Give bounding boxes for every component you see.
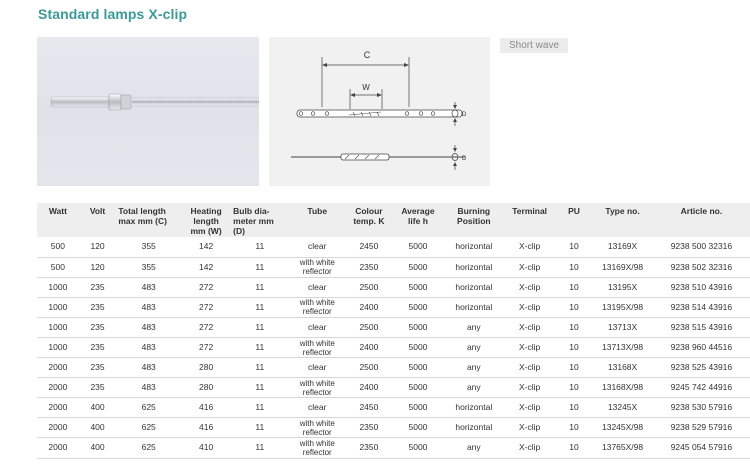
table-cell: 9238 515 43916 <box>653 317 750 337</box>
table-cell: 10 <box>556 337 593 357</box>
table-cell: 272 <box>181 337 231 357</box>
table-cell: 2000 <box>37 418 79 438</box>
table-cell <box>289 418 346 438</box>
table-cell: 2000 <box>37 378 79 398</box>
table-cell <box>289 398 346 418</box>
column-header-text: Bulb dia- <box>233 206 270 216</box>
table-cell <box>289 358 346 378</box>
table-cell: X-clip <box>504 398 556 418</box>
table-cell: 9238 500 32316 <box>653 237 750 257</box>
spec-table <box>37 203 750 459</box>
table-cell: horizontal <box>444 277 504 297</box>
column-header <box>504 203 556 237</box>
table-cell: 625 <box>116 398 181 418</box>
column-header-text: Average <box>401 206 435 216</box>
table-cell: 13245X/98 <box>592 418 653 438</box>
column-header-text: Type no. <box>605 206 640 216</box>
table-cell: 120 <box>79 257 117 277</box>
table-cell: 13169X/98 <box>592 257 653 277</box>
table-cell: horizontal <box>444 418 504 438</box>
table-cell: 483 <box>116 297 181 317</box>
table-cell: 9245 742 44916 <box>653 378 750 398</box>
table-row <box>37 317 750 337</box>
table-cell: 2350 <box>346 418 392 438</box>
table-cell: 500 <box>37 237 79 257</box>
table-cell: 2350 <box>346 257 392 277</box>
table-cell: 235 <box>79 337 117 357</box>
table-row <box>37 418 750 438</box>
column-header-text: Heating <box>190 206 222 216</box>
cell-text: reflector <box>302 307 332 317</box>
column-header <box>392 203 444 237</box>
table-cell: 9238 530 57916 <box>653 398 750 418</box>
spec-table-header <box>37 203 750 237</box>
table-cell <box>289 337 346 357</box>
table-cell <box>289 277 346 297</box>
column-header-text: mm (W) <box>190 226 222 236</box>
table-cell: 13713X/98 <box>592 337 653 357</box>
table-cell: horizontal <box>444 257 504 277</box>
column-header-text: PU <box>568 206 580 216</box>
table-cell: X-clip <box>504 257 556 277</box>
table-cell: 11 <box>231 317 288 337</box>
table-cell: 2000 <box>37 358 79 378</box>
table-cell: 13168X <box>592 358 653 378</box>
wave-type-badge: Short wave <box>500 38 568 53</box>
table-cell: X-clip <box>504 418 556 438</box>
table-cell: 235 <box>79 277 117 297</box>
column-header <box>653 203 750 237</box>
table-cell: X-clip <box>504 317 556 337</box>
column-header-text: (D) <box>233 226 245 236</box>
table-cell: 5000 <box>392 337 444 357</box>
table-cell: 10 <box>556 297 593 317</box>
table-cell: X-clip <box>504 337 556 357</box>
cell-text: reflector <box>302 427 332 437</box>
table-cell: 120 <box>79 237 117 257</box>
table-cell: 11 <box>231 398 288 418</box>
table-cell: X-clip <box>504 237 556 257</box>
table-row <box>37 358 750 378</box>
table-cell: 11 <box>231 438 288 458</box>
cell-text: with white <box>299 298 335 308</box>
table-cell <box>289 438 346 458</box>
table-cell: 483 <box>116 358 181 378</box>
table-cell: 11 <box>231 418 288 438</box>
table-cell: 5000 <box>392 317 444 337</box>
table-row <box>37 398 750 418</box>
table-cell: 9238 510 43916 <box>653 277 750 297</box>
cell-text: reflector <box>302 387 332 397</box>
table-cell: 13765X/98 <box>592 438 653 458</box>
table-cell: X-clip <box>504 277 556 297</box>
table-cell: any <box>444 438 504 458</box>
table-cell: 355 <box>116 257 181 277</box>
table-cell: 483 <box>116 378 181 398</box>
table-cell: 10 <box>556 257 593 277</box>
table-cell: any <box>444 317 504 337</box>
cell-text: reflector <box>302 347 332 357</box>
cell-text: clear <box>308 321 327 332</box>
table-cell: 9238 960 44516 <box>653 337 750 357</box>
table-cell: 5000 <box>392 277 444 297</box>
column-header <box>289 203 346 237</box>
column-header-text: Burning <box>457 206 491 216</box>
table-cell: 13713X <box>592 317 653 337</box>
cell-text: with white <box>299 378 335 388</box>
page-title: Standard lamps X-clip <box>38 6 188 22</box>
table-cell: 10 <box>556 398 593 418</box>
table-cell: horizontal <box>444 297 504 317</box>
table-cell: 235 <box>79 378 117 398</box>
cell-text: reflector <box>302 267 332 277</box>
table-cell: 235 <box>79 297 117 317</box>
table-cell: 10 <box>556 418 593 438</box>
table-cell: 11 <box>231 378 288 398</box>
table-row <box>37 438 750 458</box>
table-cell: 5000 <box>392 297 444 317</box>
table-cell: 2350 <box>346 438 392 458</box>
label-d-top: D <box>462 112 467 118</box>
column-header <box>592 203 653 237</box>
table-cell: 272 <box>181 297 231 317</box>
table-cell: 2000 <box>37 438 79 458</box>
cell-text: reflector <box>302 447 332 457</box>
table-cell: 2400 <box>346 297 392 317</box>
header-row <box>37 203 750 237</box>
table-cell: 483 <box>116 317 181 337</box>
table-cell: 13169X <box>592 237 653 257</box>
table-cell: 2450 <box>346 237 392 257</box>
column-header-text: Position <box>457 216 491 226</box>
cell-text: with white <box>299 338 335 348</box>
column-header <box>37 203 79 237</box>
table-cell: 1000 <box>37 337 79 357</box>
table-cell: 416 <box>181 418 231 438</box>
table-cell: 5000 <box>392 438 444 458</box>
table-row <box>37 257 750 277</box>
table-cell: 280 <box>181 378 231 398</box>
table-cell: 483 <box>116 277 181 297</box>
table-cell: 5000 <box>392 237 444 257</box>
table-cell: X-clip <box>504 358 556 378</box>
table-cell: 2400 <box>346 337 392 357</box>
column-header <box>116 203 181 237</box>
table-cell: any <box>444 378 504 398</box>
cell-text: clear <box>308 402 327 413</box>
column-header <box>444 203 504 237</box>
table-cell <box>289 257 346 277</box>
table-cell: 11 <box>231 358 288 378</box>
column-header <box>79 203 117 237</box>
column-header-text: Colour <box>355 206 383 216</box>
table-cell: 11 <box>231 277 288 297</box>
table-cell: 9238 529 57916 <box>653 418 750 438</box>
column-header-text: temp. K <box>353 216 385 226</box>
table-cell: 500 <box>37 257 79 277</box>
table-cell: 483 <box>116 337 181 357</box>
column-header-text: length <box>193 216 219 226</box>
table-cell: any <box>444 358 504 378</box>
table-cell: 272 <box>181 317 231 337</box>
column-header-text: Tube <box>307 206 328 216</box>
lamp-photo <box>37 37 259 186</box>
spec-table-body <box>37 237 750 458</box>
table-cell: 11 <box>231 297 288 317</box>
table-cell: 10 <box>556 237 593 257</box>
table-cell: 400 <box>79 438 117 458</box>
table-cell: 400 <box>79 398 117 418</box>
table-cell <box>289 297 346 317</box>
table-row <box>37 237 750 257</box>
column-header <box>346 203 392 237</box>
table-cell: 10 <box>556 317 593 337</box>
table-cell: 235 <box>79 317 117 337</box>
column-header-text: Volt <box>89 206 106 216</box>
table-cell: 10 <box>556 277 593 297</box>
table-cell: 11 <box>231 257 288 277</box>
table-cell: 10 <box>556 378 593 398</box>
table-cell: 2500 <box>346 277 392 297</box>
column-header-text: meter mm <box>233 216 274 226</box>
table-cell: 9238 502 32316 <box>653 257 750 277</box>
table-cell: X-clip <box>504 378 556 398</box>
table-row <box>37 277 750 297</box>
column-header-text: Watt <box>48 206 67 216</box>
table-cell: 1000 <box>37 297 79 317</box>
table-cell <box>289 237 346 257</box>
cell-text: clear <box>308 241 327 252</box>
table-cell: any <box>444 337 504 357</box>
table-cell: 11 <box>231 337 288 357</box>
table-cell: 355 <box>116 237 181 257</box>
table-row <box>37 378 750 398</box>
table-cell: 5000 <box>392 378 444 398</box>
column-header-text: Article no. <box>680 206 723 216</box>
table-cell: 1000 <box>37 277 79 297</box>
table-cell: 13195X/98 <box>592 297 653 317</box>
table-cell: 625 <box>116 418 181 438</box>
column-header <box>181 203 231 237</box>
table-cell: 9245 054 57916 <box>653 438 750 458</box>
dimension-drawing <box>269 37 490 186</box>
column-header-text: Total length <box>118 206 166 216</box>
table-cell: 2500 <box>346 358 392 378</box>
table-cell <box>289 378 346 398</box>
table-row <box>37 337 750 357</box>
table-cell: 410 <box>181 438 231 458</box>
table-cell: 2000 <box>37 398 79 418</box>
label-d-side: D <box>462 156 467 162</box>
label-c: C <box>363 50 371 60</box>
table-cell: 142 <box>181 257 231 277</box>
column-header-text: life h <box>408 216 428 226</box>
table-cell: 625 <box>116 438 181 458</box>
table-cell: 5000 <box>392 398 444 418</box>
column-header-text: max mm (C) <box>118 216 167 226</box>
table-cell: 280 <box>181 358 231 378</box>
table-cell: 13168X/98 <box>592 378 653 398</box>
table-cell: 2500 <box>346 317 392 337</box>
table-cell: 9238 514 43916 <box>653 297 750 317</box>
label-w: W <box>362 83 370 92</box>
table-cell: 235 <box>79 358 117 378</box>
column-header <box>231 203 288 237</box>
table-cell: 5000 <box>392 418 444 438</box>
table-cell: 9238 525 43916 <box>653 358 750 378</box>
table-row <box>37 297 750 317</box>
table-cell: horizontal <box>444 398 504 418</box>
table-cell: 2400 <box>346 378 392 398</box>
cell-text: with white <box>299 438 335 448</box>
table-cell: 5000 <box>392 358 444 378</box>
table-cell: 1000 <box>37 317 79 337</box>
table-cell: 11 <box>231 237 288 257</box>
table-cell: 272 <box>181 277 231 297</box>
table-cell: 400 <box>79 418 117 438</box>
column-header-text: Terminal <box>512 206 548 216</box>
cell-text: with white <box>299 258 335 268</box>
cell-text: clear <box>308 281 327 292</box>
cell-text: with white <box>299 418 335 428</box>
table-cell: 5000 <box>392 257 444 277</box>
table-cell: horizontal <box>444 237 504 257</box>
table-cell: X-clip <box>504 297 556 317</box>
table-cell <box>289 317 346 337</box>
table-cell: 10 <box>556 358 593 378</box>
table-cell: X-clip <box>504 438 556 458</box>
cell-text: clear <box>308 362 327 373</box>
column-header <box>556 203 593 237</box>
table-cell: 416 <box>181 398 231 418</box>
table-cell: 10 <box>556 438 593 458</box>
table-cell: 13195X <box>592 277 653 297</box>
table-cell: 2450 <box>346 398 392 418</box>
table-cell: 13245X <box>592 398 653 418</box>
table-cell: 142 <box>181 237 231 257</box>
